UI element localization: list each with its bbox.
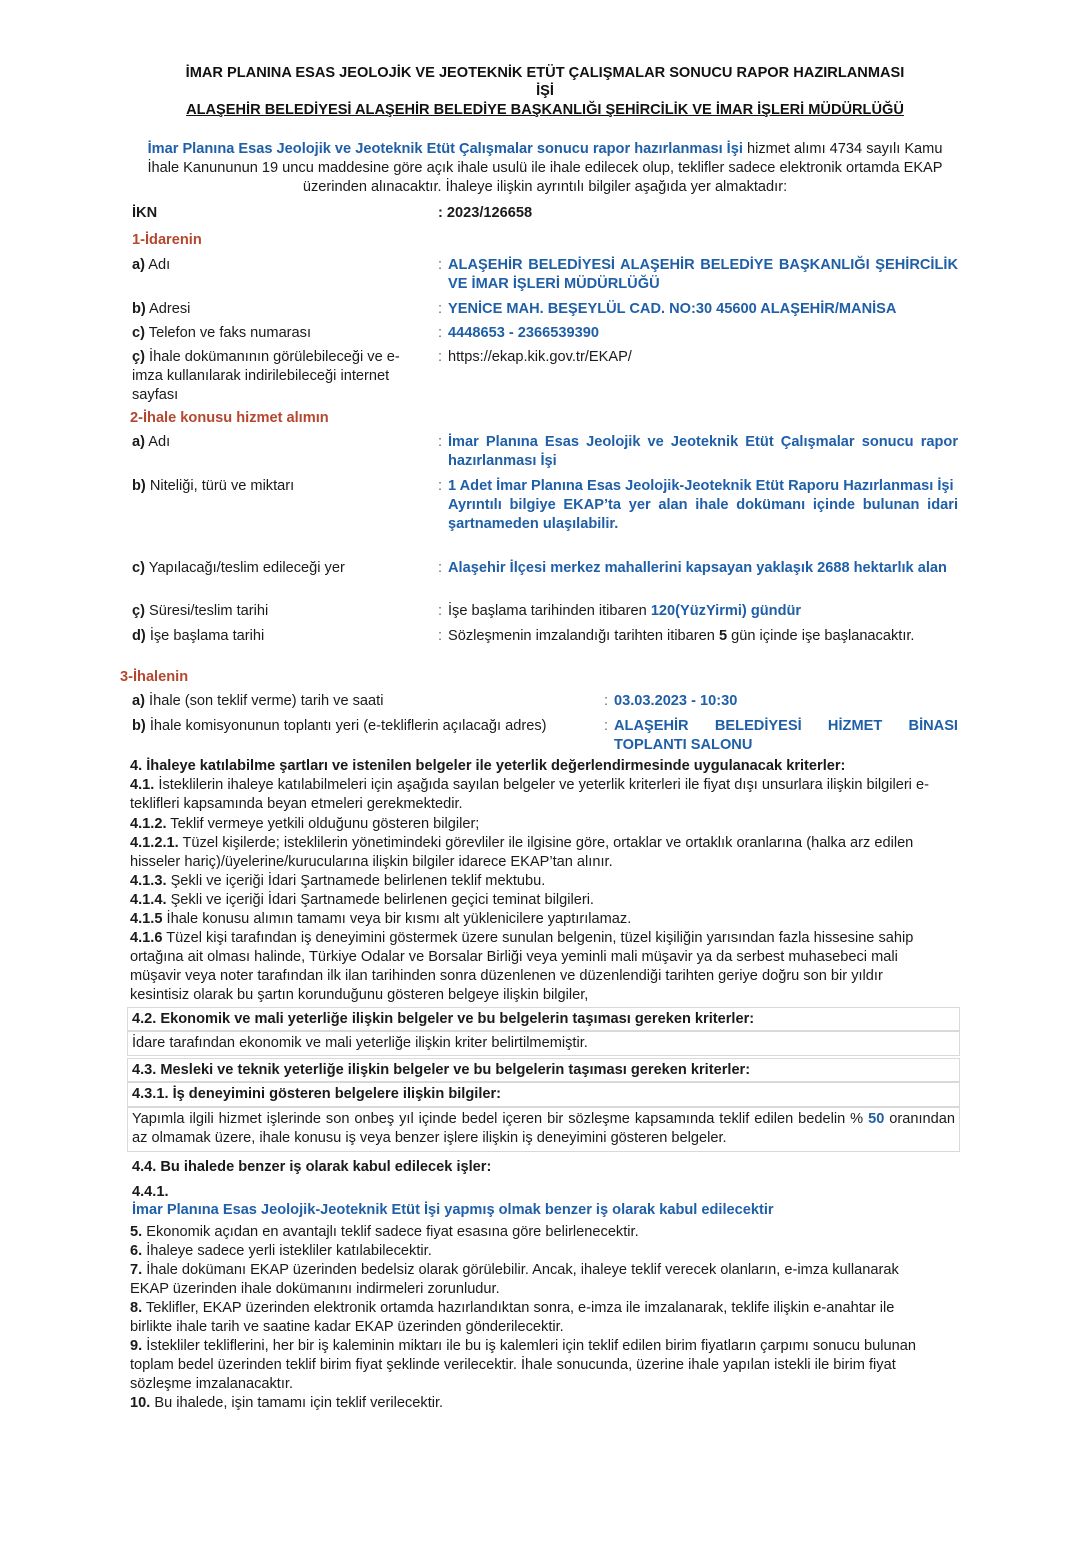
hizmet-nature-line2: Ayrıntılı bilgiye EKAP’ta yer alan ihale dokümanı içinde bulunan idari şartnameden ulaşılabilir. bbox=[448, 497, 958, 532]
section-4-title: 4. İhaleye katılabilme şartları ve istenilen belgeler ile yeterlik değerlendirmesinde uygulanacak kriterler: bbox=[130, 758, 846, 774]
intro-text: hizmet alımı 4734 sayılı Kamu İhale Kanununun 19 uncu maddesine göre açık ihale usulü ile ihale edilecek olup, teklifler sadece elektronik ortamda EKAP üzerinden alınacaktır. İhaleye ilişkin ayrıntılı bilgiler aşağıda yer almaktadır: bbox=[147, 141, 943, 195]
colon: : bbox=[438, 628, 443, 644]
item-4-1: 4.1. İsteklilerin ihaleye katılabilmeleri için aşağıda sayılan belgeler ve yeterlik kriterleri ile fiyat dışı unsurlara ilişkin bilgileri e-teklifleri kapsamında beyan etmeleri gerekmektedir. bbox=[130, 777, 929, 812]
hizmet-duration-value: İşe başlama tarihinden itibaren 120(YüzYirmi) gündür bbox=[448, 603, 802, 619]
colon: : bbox=[438, 603, 443, 619]
section-4-3-title: 4.3. Mesleki ve teknik yeterliğe ilişkin belgeler ve bu belgelerin taşıması gereken kriterler: bbox=[127, 1058, 960, 1082]
idare-website-link[interactable]: https://ekap.kik.gov.tr/EKAP/ bbox=[448, 349, 632, 365]
idare-name-label: a) Adı bbox=[132, 257, 171, 273]
intro-paragraph bbox=[132, 140, 958, 197]
section-4-4-1-num: 4.4.1. bbox=[132, 1184, 169, 1200]
doc-title-line2: İŞİ bbox=[536, 83, 554, 99]
colon: : bbox=[438, 325, 443, 341]
ikn-value: : 2023/126658 bbox=[438, 205, 533, 221]
item-4-1-4: 4.1.4. Şekli ve içeriği İdari Şartnamede belirlenen geçici teminat bilgileri. bbox=[130, 892, 594, 908]
section-3-title: 3-İhalenin bbox=[120, 669, 189, 685]
hizmet-start-value: Sözleşmenin imzalandığı tarihten itibaren 5 gün içinde işe başlanacaktır. bbox=[448, 628, 915, 644]
idare-phone-value: 4448653 - 2366539390 bbox=[448, 325, 599, 341]
hizmet-place-value: Alaşehir İlçesi merkez mahallerini kapsayan yaklaşık 2688 hektarlık alan bbox=[448, 560, 947, 576]
section-4-4-title: 4.4. Bu ihalede benzer iş olarak kabul edilecek işler: bbox=[132, 1159, 492, 1175]
section-4-3-1-title: 4.3.1. İş deneyimini gösteren belgelere ilişkin bilgiler: bbox=[127, 1082, 960, 1107]
idare-phone-label: c) Telefon ve faks numarası bbox=[132, 325, 312, 341]
item-5: 5. Ekonomik açıdan en avantajlı teklif sadece fiyat esasına göre belirlenecektir. bbox=[130, 1224, 639, 1240]
colon: : bbox=[438, 434, 443, 450]
idare-website-label: ç) İhale dokümanının görülebileceği ve e-imza kullanılarak indirilebileceği internet sayfası bbox=[132, 349, 400, 403]
item-4-1-3: 4.1.3. Şekli ve içeriği İdari Şartnamede belirlenen teklif mektubu. bbox=[130, 873, 546, 889]
item-9: 9. İstekliler tekliflerini, her bir iş kaleminin miktarı ile bu iş kalemleri için teklif edilen birim fiyatların çarpımı sonucu bulunan toplam bedel üzerinden teklif birim fiyat şeklinde verilecektir. İhale sonucunda, üzerine ihale yapılan istekli ile birim fiyat sözleşme imzalanacaktır. bbox=[130, 1338, 916, 1392]
hizmet-duration-label: ç) Süresi/teslim tarihi bbox=[132, 603, 269, 619]
colon: : bbox=[438, 257, 443, 273]
colon: : bbox=[438, 349, 443, 365]
ihale-date-label: a) İhale (son teklif verme) tarih ve saati bbox=[132, 693, 384, 709]
section-4-3-1-text: Yapımla ilgili hizmet işlerinde son onbeş yıl içinde bedel içeren bir sözleşme kapsamında teklif edilen bedelin % 50 oranından az olmamak üzere, ihale konusu iş veya benzer işlere ilişkin iş deneyimini gösteren belgeler. bbox=[127, 1107, 960, 1152]
ikn-label: İKN bbox=[132, 205, 158, 221]
hizmet-nature-value bbox=[448, 477, 958, 534]
item-4-1-5: 4.1.5 İhale konusu alımın tamamı veya bir kısmı alt yüklenicilere yaptırılamaz. bbox=[130, 911, 632, 927]
hizmet-nature-label: b) Niteliği, türü ve miktarı bbox=[132, 478, 295, 494]
ihale-place-label: b) İhale komisyonunun toplantı yeri (e-tekliflerin açılacağı adres) bbox=[132, 718, 547, 734]
ihale-date-value: 03.03.2023 - 10:30 bbox=[614, 693, 738, 709]
item-4-1-6: 4.1.6 Tüzel kişi tarafından iş deneyimini göstermek üzere sunulan belgenin, tüzel kişiliğin yarısından fazla hissesine sahip ortağına ait olması halinde, Türkiye Odalar ve Borsalar Birliği veya yeminli mali müşavir ya da serbest muhasebeci mali müşavir veya noter tarafından ilk ilan tarihinden sonra düzenlenen ve düzenlendiği tarihten geriye doğru son bir yıldır kesintisiz olarak bu şartın korunduğunu gösteren belgeye ilişkin bilgiler, bbox=[130, 930, 914, 1003]
item-10: 10. Bu ihalede, işin tamamı için teklif verilecektir. bbox=[130, 1395, 444, 1411]
doc-title-line1: İMAR PLANINA ESAS JEOLOJİK VE JEOTEKNİK ETÜT ÇALIŞMALAR SONUCU RAPOR HAZIRLANMASI bbox=[185, 65, 905, 81]
section-4-4-1-text: İmar Planına Esas Jeolojik-Jeoteknik Etüt İşi yapmış olmak benzer iş olarak kabul edilecektir bbox=[132, 1202, 774, 1218]
item-4-1-2: 4.1.2. Teklif vermeye yetkili olduğunu gösteren bilgiler; bbox=[130, 816, 480, 832]
item-6: 6. İhaleye sadece yerli istekliler katılabilecektir. bbox=[130, 1243, 432, 1259]
colon: : bbox=[604, 693, 609, 709]
colon: : bbox=[438, 301, 443, 317]
doc-title-line3: ALAŞEHİR BELEDİYESİ ALAŞEHİR BELEDİYE BAŞKANLIĞI ŞEHİRCİLİK VE İMAR İŞLERİ MÜDÜRLÜĞÜ bbox=[186, 102, 904, 118]
section-4-2-text: İdare tarafından ekonomik ve mali yeterliğe ilişkin kriter belirtilmemiştir. bbox=[127, 1031, 960, 1056]
intro-highlight: İmar Planına Esas Jeolojik ve Jeoteknik Etüt Çalışmalar sonucu rapor hazırlanması İşi bbox=[147, 141, 743, 157]
item-8: 8. Teklifler, EKAP üzerinden elektronik ortamda hazırlandıktan sonra, e-imza ile imzalanarak, teklife ilişkin e-anahtar ile birlikte ihale tarih ve saatine kadar EKAP üzerinden gönderilecektir. bbox=[130, 1300, 895, 1335]
colon: : bbox=[604, 718, 609, 734]
item-4-1-2-1: 4.1.2.1. Tüzel kişilerde; isteklilerin yönetimindeki görevliler ile ilgisine göre, ortaklar ve ortaklık oranlarına (halka arz edilen hisseler hariç)/üyelerine/kurucularına ilişkin bilgiler idarece EKAP’tan alınır. bbox=[130, 835, 914, 870]
hizmet-start-label: d) İşe başlama tarihi bbox=[132, 628, 265, 644]
hizmet-place-label: c) Yapılacağı/teslim edileceği yer bbox=[132, 560, 345, 576]
idare-address-value: YENİCE MAH. BEŞEYLÜL CAD. NO:30 45600 ALAŞEHİR/MANİSA bbox=[448, 301, 897, 317]
hizmet-name-value: İmar Planına Esas Jeolojik ve Jeoteknik Etüt Çalışmalar sonucu rapor hazırlanması İşi bbox=[448, 434, 958, 469]
colon: : bbox=[438, 478, 443, 494]
section-2-title: 2-İhale konusu hizmet alımın bbox=[130, 410, 329, 426]
colon: : bbox=[438, 560, 443, 576]
idare-address-label: b) Adresi bbox=[132, 301, 191, 317]
ihale-place-value: ALAŞEHİR BELEDİYESİ HİZMET BİNASI TOPLANTI SALONU bbox=[614, 718, 958, 753]
hizmet-name-label: a) Adı bbox=[132, 434, 171, 450]
section-1-title: 1-İdarenin bbox=[132, 232, 202, 248]
section-4-2-title: 4.2. Ekonomik ve mali yeterliğe ilişkin belgeler ve bu belgelerin taşıması gereken kriterler: bbox=[127, 1007, 960, 1031]
idare-name-value: ALAŞEHİR BELEDİYESİ ALAŞEHİR BELEDİYE BAŞKANLIĞI ŞEHİRCİLİK VE İMAR İŞLERİ MÜDÜRLÜĞÜ bbox=[448, 257, 958, 292]
item-7: 7. İhale dokümanı EKAP üzerinden bedelsiz olarak görülebilir. Ancak, ihaleye teklif verecek olanların, e-imza kullanarak EKAP üzerinden ihale dokümanını indirmeleri zorunludur. bbox=[130, 1262, 899, 1297]
hizmet-nature-line1: 1 Adet İmar Planına Esas Jeolojik-Jeoteknik Etüt Raporu Hazırlanması İşi bbox=[448, 478, 954, 494]
